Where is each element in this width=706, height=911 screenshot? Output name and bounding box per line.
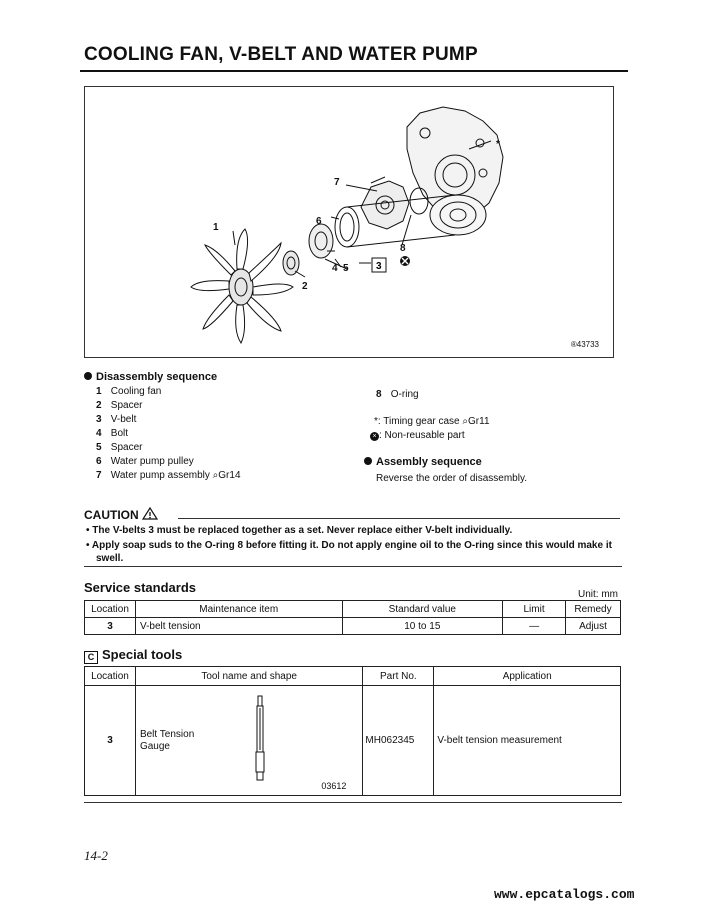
list-item: 5 Spacer (96, 442, 143, 453)
table-header-row (85, 601, 621, 618)
caution-end-rule (84, 566, 622, 567)
special-tools-table (84, 666, 621, 796)
list-item: 4 Bolt (96, 428, 129, 439)
table-header-row (85, 667, 621, 686)
special-tools-heading: C Special tools (84, 647, 182, 664)
part-number-cell: MH062345 (363, 686, 434, 796)
callout-7: 7 (334, 177, 340, 188)
bullet-icon (84, 372, 92, 380)
location-cell: 3 (85, 618, 136, 635)
special-tool-icon: C (84, 651, 98, 664)
figure-code-icon: ® (570, 340, 577, 349)
page-number: 14-2 (84, 848, 108, 863)
non-reusable-icon: × (370, 432, 379, 441)
standard-value-cell: 10 to 15 (342, 618, 503, 635)
column-header: Limit (503, 601, 566, 618)
table-row (85, 686, 621, 796)
watermark: www.epcatalogs.com (494, 887, 635, 902)
column-header: Remedy (566, 601, 621, 618)
assembly-heading: Assembly sequence (364, 456, 482, 468)
page-title: COOLING FAN, V-BELT AND WATER PUMP (84, 44, 478, 65)
list-item: 8 O-ring (376, 389, 419, 400)
disassembly-list (96, 385, 356, 483)
caution-list (84, 524, 622, 565)
list-item: 2 Spacer (96, 400, 143, 411)
note-non-reusable: × : Non-reusable part (370, 429, 465, 443)
application-cell: V-belt tension measurement (434, 686, 621, 796)
callout-5: 5 (343, 263, 349, 274)
callout-asterisk: * (496, 139, 500, 150)
warning-triangle-icon (142, 507, 158, 520)
exploded-view-figure (84, 86, 614, 358)
column-header: Location (85, 667, 136, 686)
reference-icon: ⌕ (462, 416, 469, 427)
caution-rule (178, 518, 620, 519)
limit-cell: — (503, 618, 566, 635)
reference-icon: ⌕ (212, 470, 219, 481)
remedy-cell: Adjust (566, 618, 621, 635)
bullet-icon (364, 457, 372, 465)
exploded-view-drawing (85, 87, 615, 359)
unit-label: Unit: mm (578, 589, 618, 600)
column-header: Tool name and shape (135, 667, 362, 686)
tool-name: Belt Tension Gauge (139, 728, 195, 752)
note-timing-gear: *: Timing gear case ⌕Gr11 (374, 416, 490, 427)
non-reusable-marker (400, 256, 410, 266)
callout-2: 2 (302, 281, 308, 292)
list-item: 1 Cooling fan (96, 386, 162, 397)
column-header: Standard value (342, 601, 503, 618)
maintenance-item-cell: V-belt tension (135, 618, 342, 635)
column-header: Part No. (363, 667, 434, 686)
belt-tension-gauge-icon (250, 694, 270, 784)
list-item: 3 V-belt (96, 414, 137, 425)
service-standards-table (84, 600, 621, 635)
table-row (85, 618, 621, 635)
tool-code: 03612 (321, 781, 347, 791)
figure-code: ®43733 (570, 340, 599, 349)
list-item: 7 Water pump assembly ⌕Gr14 (96, 470, 241, 481)
caution-item: • Apply soap suds to the O-ring 8 before fitting it. Do not apply engine oil to the O-ring since this would make it swell. (86, 540, 612, 564)
disassembly-heading: Disassembly sequence (84, 371, 217, 383)
caution-item: • The V-belts 3 must be replaced together as a set. Never replace either V-belt individually. (86, 525, 513, 536)
callout-1: 1 (213, 222, 219, 233)
location-cell: 3 (85, 686, 136, 796)
callout-6: 6 (316, 216, 322, 227)
column-header: Application (434, 667, 621, 686)
callout-8: 8 (400, 243, 406, 254)
service-standards-heading: Service standards (84, 580, 197, 595)
tool-cell (135, 686, 362, 796)
list-item: 6 Water pump pulley (96, 456, 194, 467)
title-rule (80, 70, 628, 72)
assembly-text: Reverse the order of disassembly. (376, 473, 527, 484)
column-header: Maintenance item (135, 601, 342, 618)
callout-4: 4 (332, 263, 338, 274)
page-bottom-rule (84, 802, 622, 803)
column-header: Location (85, 601, 136, 618)
callout-3: 3 (376, 261, 382, 272)
caution-title: CAUTION (84, 507, 158, 522)
